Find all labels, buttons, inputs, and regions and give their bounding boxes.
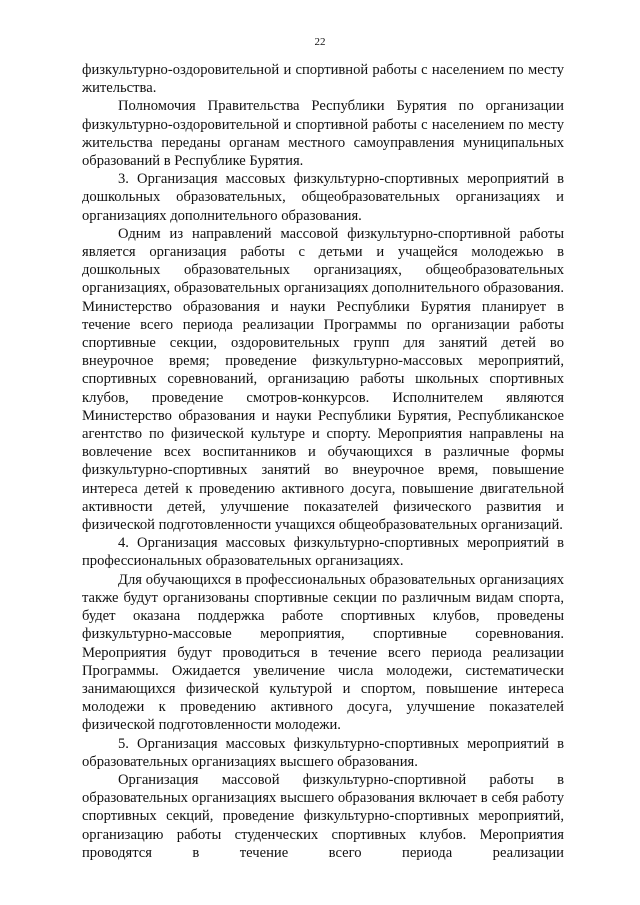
paragraph-2: Полномочия Правительства Республики Бурятия по организации физкультурно-оздоровительной и спортивной работы с населением по месту жительства переданы органам местного самоуправления муниципальных образований в Республике Бурятия. bbox=[82, 98, 564, 170]
page-number: 22 bbox=[314, 36, 326, 48]
paragraph-4: Одним из направлений массовой физкультурно-спортивной работы является организация работы с детьми и учащейся молодежью в дошкольных образовательных организациях, общеобразовательных организациях, образовательных организациях дополнительного образования. Министерство образования и науки Республики Бурятия планирует в течение всего периода реализации Программы по организации работы спортивные секции, оздоровительных групп для занятий детей во внеурочное время; проведение физкультурно-массовых мероприятий, спортивных соревнований, организацию работы школьных спортивных клубов, проведение смотров-конкурсов. Исполнителем являются Министерство образования и науки Республики Бурятия, Республиканское агентство по физической культуре и спорту. Мероприятия направлены на вовлечение всех воспитанников и обучающихся в различные формы физкультурно-спортивных занятий во внеурочное время, повышение интереса детей к проведению активного досуга, повышение двигательной активности детей, улучшение показателей физического развития и физической подготовленности учащихся общеобразовательных организаций. bbox=[82, 225, 564, 534]
document-body bbox=[82, 61, 564, 862]
paragraph-1: физкультурно-оздоровительной и спортивной работы с населением по месту жительства. bbox=[82, 62, 564, 97]
paragraph-8: Организация массовой физкультурно-спортивной работы в образовательных организациях высшего образования включает в себя работу спортивных секций, проведение физкультурно-спортивных мероприятий, организацию работы студенческих спортивных клубов. Мероприятия проводятся в течение всего периода реализации bbox=[82, 771, 564, 861]
paragraph-7-heading: 5. Организация массовых физкультурно-спортивных мероприятий в образовательных организациях высшего образования. bbox=[82, 735, 564, 770]
paragraph-3-heading: 3. Организация массовых физкультурно-спортивных мероприятий в дошкольных образовательных, общеобразовательных организациях и организациях дополнительного образования. bbox=[82, 171, 564, 224]
paragraph-5-heading: 4. Организация массовых физкультурно-спортивных мероприятий в профессиональных образовательных организациях. bbox=[82, 535, 564, 570]
paragraph-6: Для обучающихся в профессиональных образовательных организациях также будут организованы спортивные секции по различным видам спорта, будет оказана поддержка работе спортивных клубов, проведены физкультурно-массовые мероприятия, спортивные соревнования. Мероприятия будут проводиться в течение всего периода реализации Программы. Ожидается увеличение числа молодежи, систематически занимающихся физической культурой и спортом, повышение интереса молодежи к проведению активного досуга, улучшение показателей физической подготовленности молодежи. bbox=[82, 571, 564, 734]
